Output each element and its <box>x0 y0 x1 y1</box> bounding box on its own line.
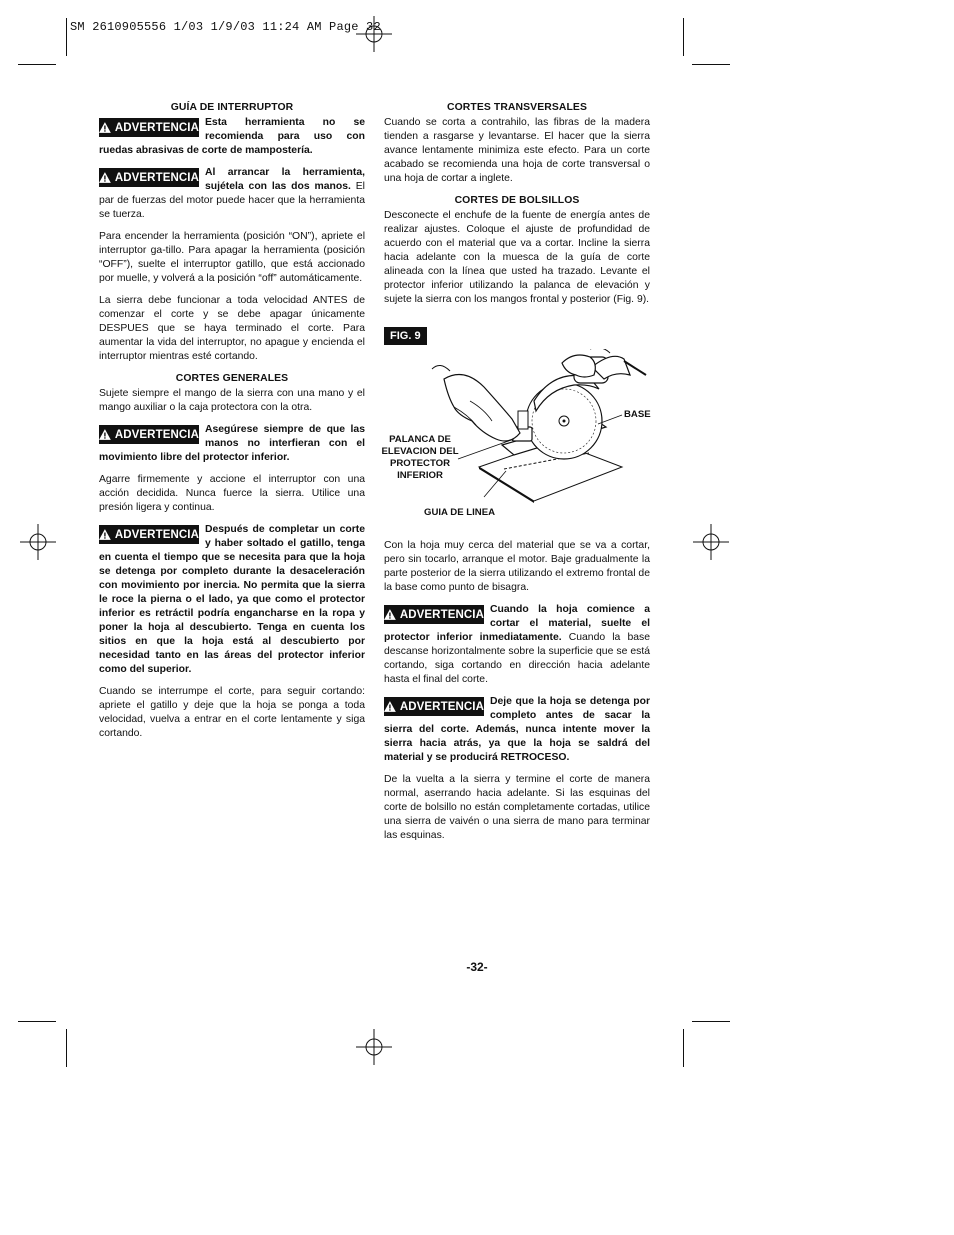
warning-triangle-icon <box>99 529 111 540</box>
warning-badge-label: ADVERTENCIA <box>114 528 199 541</box>
warning-text: Después de completar un corte y haber soltado el gatillo, tenga en cuenta el tiempo que se necesita para que la hoja se detenga por completo durante la desaceleración con movimiento por inercia. No permita que la sierra le roce la pierna o el lado, ya que como el protector inferior es retráctil podría engancharse en la ropa y poner la hoja al descubierto. Tenga en cuenta los sitios en que la hoja está al descubierto por necesidad tanto en las áreas del protector inferior como del superior. <box>99 524 365 675</box>
warning-badge-label: ADVERTENCIA <box>114 121 199 134</box>
crop-mark <box>66 1029 67 1067</box>
paragraph-start-motor: Con la hoja muy cerca del material que se va a cortar, pero sin tocarlo, arranque el motor. Baje gradualmente la parte posterior de la sierra utilizando el extremo frontal de la base como punto de bisagra. <box>384 540 650 593</box>
crop-mark <box>18 64 56 65</box>
warning-block-two-hands <box>99 166 365 222</box>
figure-9-saw-illustration <box>381 349 651 527</box>
warning-text-rest: El par de fuerzas del motor puede hacer que la herramienta se tuerza. <box>99 181 365 220</box>
crop-mark <box>683 1029 684 1067</box>
crop-mark <box>692 1021 730 1022</box>
warning-triangle-icon <box>384 701 396 712</box>
warning-text: Deje que la hoja se detenga por completo antes de sacar la sierra del corte. Además, nunca intente mover la sierra hacia atrás, ya que la hoja se saldrá del material y se producirá RETROCESO. <box>384 696 650 763</box>
warning-badge <box>99 168 199 187</box>
warning-triangle-icon <box>384 609 396 620</box>
left-column <box>99 101 365 749</box>
callout-lower-guard-lever: PALANCA DE ELEVACION DEL PROTECTOR INFERIOR <box>381 434 459 481</box>
paragraph-hold-saw: Sujete siempre el mango de la sierra con una mano y el mango auxiliar o la caja protectora con la otra. <box>99 388 365 413</box>
registration-mark-icon <box>20 524 56 560</box>
paragraph-switch-on-off: Para encender la herramienta (posición “ON”), apriete el interruptor ga-tillo. Para apagar la herramienta (posición “OFF”), suelte el interruptor gatillo, que está accionado por muelle, y volverá a la posición “off” automáticamente. <box>99 231 365 284</box>
warning-block-release-guard <box>384 603 650 687</box>
warning-triangle-icon <box>99 122 111 133</box>
figure-label: FIG. 9 <box>384 327 427 345</box>
warning-badge <box>99 425 199 444</box>
registration-mark-icon <box>693 524 729 560</box>
warning-badge <box>99 525 199 544</box>
section-heading-pocket-cuts: CORTES DE BOLSILLOS <box>454 195 580 206</box>
warning-block-abrasive-wheels <box>99 116 365 158</box>
warning-block-hands-guard <box>99 423 365 465</box>
warning-block-coasting <box>99 523 365 677</box>
crop-mark <box>683 18 684 56</box>
registration-mark-icon <box>356 1029 392 1065</box>
warning-badge <box>384 697 484 716</box>
section-heading-general-cuts: CORTES GENERALES <box>175 373 289 384</box>
warning-badge-label: ADVERTENCIA <box>114 428 199 441</box>
warning-block-kickback <box>384 695 650 765</box>
paragraph-crosscut: Cuando se corta a contrahilo, las fibras de la madera tienden a rasgarse y levantarse. El hacer que la sierra avance lentamente minimiza este efecto. Para un corte acabado se recomienda una hoja de corte transversal o una hoja de cortar a inglete. <box>384 117 650 184</box>
warning-badge-label: ADVERTENCIA <box>399 608 484 621</box>
warning-badge <box>384 605 484 624</box>
crop-mark <box>692 64 730 65</box>
warning-text: Al arrancar la herramienta, sujétela con las dos manos. <box>205 167 365 192</box>
warning-triangle-icon <box>99 429 111 440</box>
callout-line-guide: GUIA DE LINEA <box>424 507 496 518</box>
warning-text: Cuando la hoja comience a cortar el material, suelte el protector inferior inmediatamente. <box>384 604 650 643</box>
crop-mark <box>66 18 67 56</box>
right-column <box>381 101 651 851</box>
section-heading-switch-guide: GUÍA DE INTERRUPTOR <box>170 102 294 113</box>
warning-badge-label: ADVERTENCIA <box>399 700 484 713</box>
paragraph-finish-cut: De la vuelta a la sierra y termine el corte de manera normal, aserrando hacia adelante. Si las esquinas del corte de bolsillo no están completamente cortadas, utilice una sierra de vaivén o una sierra de mano para terminar las esquinas. <box>384 774 650 841</box>
warning-text: Asegúrese siempre de que las manos no interfieran con el movimiento libre del protector inferior. <box>99 424 365 463</box>
paragraph-full-speed: La sierra debe funcionar a toda velocidad ANTES de comenzar el corte y se debe apagar únicamente DESPUES que se haya terminado el corte. Para aumentar la vida del interruptor, no apague y encienda el interruptor mientras esté cortando. <box>99 295 365 362</box>
paragraph-pocket-setup: Desconecte el enchufe de la fuente de energía antes de realizar ajustes. Coloque el ajuste de profundidad de acuerdo con el material que va a cortar. Incline la sierra hacia adelante con la muesca de la guía de corte alineada con la línea que usted ha trazado. Levante el protector inferior utilizando la palanca de elevación y sujete la sierra con los mangos frontal y posterior (Fig. 9). <box>384 210 650 305</box>
callout-base: BASE <box>624 409 651 420</box>
registration-mark-icon <box>356 16 392 52</box>
page-number: -32- <box>466 960 488 974</box>
warning-triangle-icon <box>99 172 111 183</box>
warning-badge-label: ADVERTENCIA <box>114 171 199 184</box>
section-heading-crosscuts: CORTES TRANSVERSALES <box>447 102 587 113</box>
printer-slug: SM 2610905556 1/03 1/9/03 11:24 AM Page 32 <box>70 20 381 34</box>
warning-badge <box>99 118 199 137</box>
paragraph-grip-firmly: Agarre firmemente y accione el interruptor con una acción decidida. Nunca fuerce la sierra. Utilice una presión ligera y continua. <box>99 474 365 513</box>
crop-mark <box>18 1021 56 1022</box>
warning-text: Esta herramienta no se recomienda para uso con ruedas abrasivas de corte de mampostería. <box>99 117 365 156</box>
warning-text-rest: Cuando la base descanse horizontalmente sobre la superficie que se está cortando, siga cortando en dirección hacia adelante hasta el final del corte. <box>384 632 650 685</box>
paragraph-resume-cut: Cuando se interrumpe el corte, para seguir cortando: apriete el gatillo y deje que la hoja se ponga a toda velocidad, vuelva a entrar en el corte lentamente y siga cortando. <box>99 686 365 739</box>
